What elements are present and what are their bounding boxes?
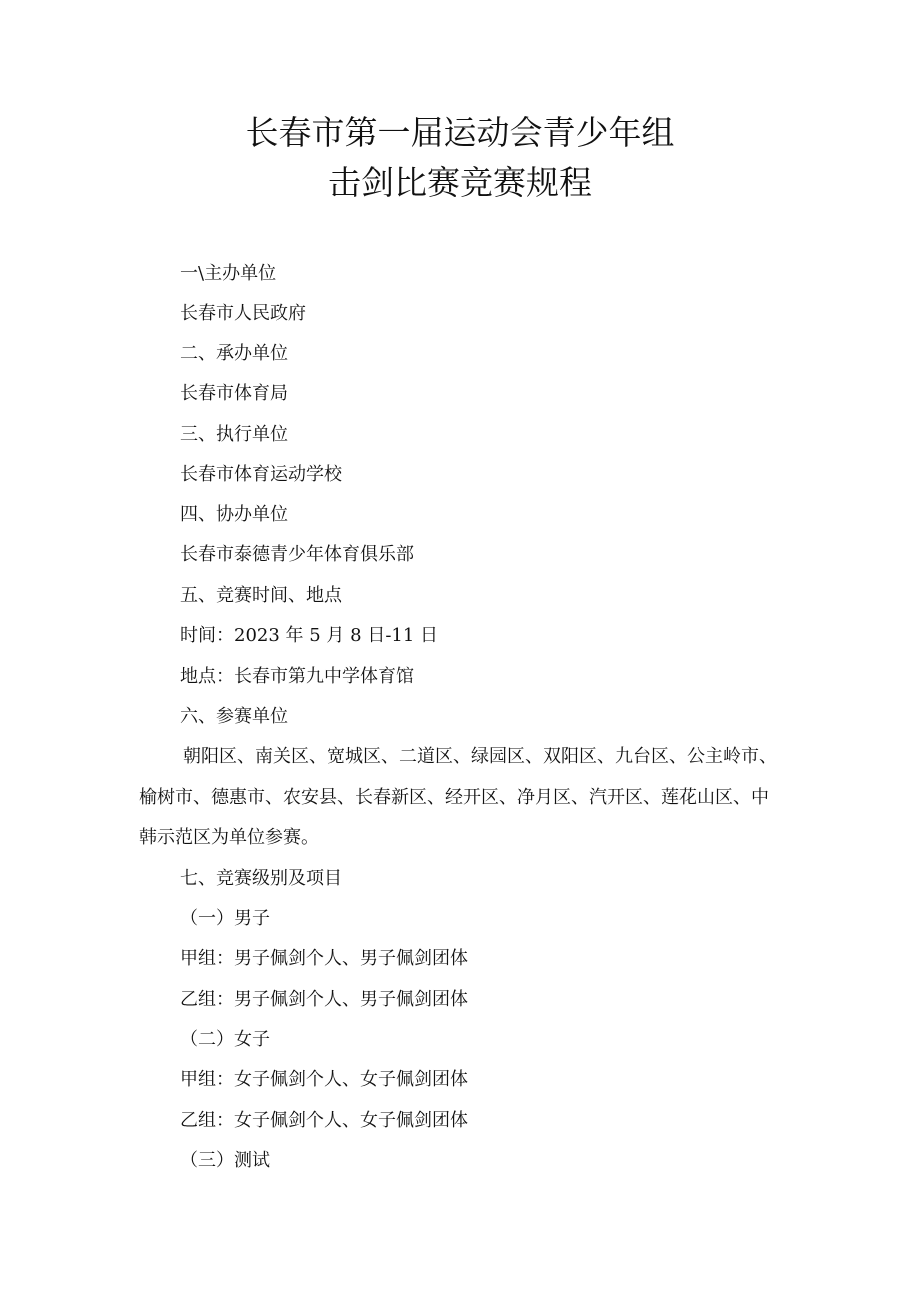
- men-group-a: 甲组：男子佩剑个人、男子佩剑团体: [180, 948, 468, 969]
- section-heading-participants: 六、参赛单位: [180, 706, 288, 727]
- organizer-text: 长春市人民政府: [180, 303, 306, 324]
- executor-text: 长春市体育运动学校: [180, 464, 342, 485]
- participants-paragraph-line-3: 韩示范区为单位参赛。: [139, 827, 319, 848]
- subsection-test: （三）测试: [180, 1150, 270, 1171]
- section-heading-host: 二、承办单位: [180, 343, 288, 364]
- participants-paragraph-line-2: 榆树市、德惠市、农安县、长春新区、经开区、净月区、汽开区、莲花山区、中: [139, 787, 769, 808]
- women-group-b: 乙组：女子佩剑个人、女子佩剑团体: [180, 1110, 468, 1131]
- place-text: 地点：长春市第九中学体育馆: [180, 666, 414, 687]
- men-group-b: 乙组：男子佩剑个人、男子佩剑团体: [180, 989, 468, 1010]
- section-heading-organizer: 一\主办单位: [180, 263, 277, 284]
- subsection-men: （一）男子: [180, 908, 270, 929]
- document-title-line-2: 击剑比赛竞赛规程: [328, 163, 592, 202]
- time-text: 时间：2023 年 5 月 8 日-11 日: [180, 625, 439, 646]
- co-organizer-text: 长春市泰德青少年体育俱乐部: [180, 544, 414, 565]
- women-group-a: 甲组：女子佩剑个人、女子佩剑团体: [180, 1069, 468, 1090]
- document-title-line-1: 长春市第一届运动会青少年组: [245, 113, 675, 152]
- section-heading-levels-events: 七、竞赛级别及项目: [180, 868, 342, 889]
- section-heading-time-place: 五、竞赛时间、地点: [180, 585, 342, 606]
- section-heading-executor: 三、执行单位: [180, 424, 288, 445]
- host-text: 长春市体育局: [180, 383, 288, 404]
- section-heading-co-organizer: 四、协办单位: [180, 504, 288, 525]
- subsection-women: （二）女子: [180, 1029, 270, 1050]
- participants-paragraph-line-1: 朝阳区、南关区、宽城区、二道区、绿园区、双阳区、九台区、公主岭市、: [183, 746, 777, 767]
